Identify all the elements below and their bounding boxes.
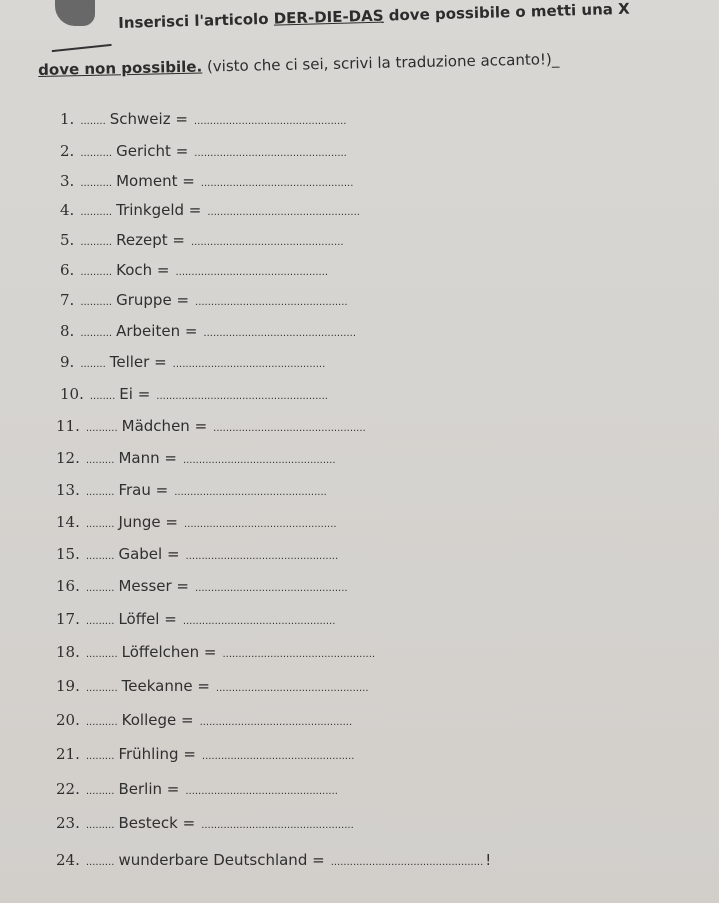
exercise-number: 2. [60, 142, 75, 160]
exercise-row [60, 385, 328, 403]
article-blank[interactable]: ........ [80, 116, 106, 127]
article-blank[interactable]: .......... [85, 423, 118, 434]
exercise-number: 11. [56, 417, 80, 435]
exercise-word: Junge = [118, 513, 178, 531]
article-blank[interactable]: ......... [85, 857, 115, 868]
exercise-number: 17. [56, 610, 80, 628]
translation-blank[interactable]: ................................................ [207, 207, 360, 218]
translation-blank[interactable]: ................................................ [201, 751, 355, 762]
exercise-number: 14. [56, 513, 80, 531]
translation-blank[interactable]: ................................................ [194, 148, 347, 159]
translation-blank[interactable]: ................................................ [195, 583, 348, 594]
exercise-word: Löffel = [118, 610, 177, 628]
translation-blank[interactable]: ................................................ [215, 683, 369, 694]
exercise-word: Gabel = [118, 545, 180, 563]
exercise-row [56, 577, 348, 595]
article-blank[interactable]: .......... [80, 297, 113, 308]
exercise-number: 15. [56, 545, 80, 563]
exercise-number: 20. [56, 711, 80, 729]
exercise-number: 21. [56, 745, 80, 763]
article-blank[interactable]: ......... [85, 786, 115, 797]
instruction-line-1 [118, 0, 718, 32]
article-blank[interactable]: .......... [80, 148, 113, 159]
article-blank[interactable]: .......... [85, 717, 118, 728]
translation-blank[interactable]: ................................................ [184, 519, 337, 530]
exercise-number: 16. [56, 577, 80, 595]
article-blank[interactable]: .......... [80, 267, 113, 278]
instruction-line2-underlined: dove non possibile. [38, 57, 203, 79]
translation-blank[interactable]: ................................................ [199, 717, 353, 728]
exercise-row [56, 643, 375, 661]
exercise-row [60, 261, 328, 279]
exercise-word: Gericht = [116, 142, 189, 160]
article-blank[interactable]: ......... [85, 455, 115, 466]
exercise-word: Rezept = [116, 231, 185, 249]
instruction-articles: DER-DIE-DAS [273, 6, 384, 28]
exercise-word: Schweiz = [109, 110, 188, 128]
article-blank[interactable]: .......... [80, 207, 113, 218]
exercise-word: Messer = [118, 577, 190, 595]
article-blank[interactable]: .......... [80, 328, 113, 339]
exercise-row [56, 545, 338, 563]
translation-blank[interactable]: ................................................ [330, 857, 484, 868]
exercise-row [60, 231, 344, 249]
instruction-line-2 [38, 48, 638, 79]
instruction-line2-suffix: (visto che ci sei, scrivi la traduzione accanto!)_ [206, 50, 560, 76]
exercise-row [56, 481, 327, 499]
exercise-word: Besteck = [118, 814, 196, 832]
article-blank[interactable]: .......... [80, 178, 113, 189]
exercise-word: Mädchen = [121, 417, 208, 435]
exercise-number: 13. [56, 481, 80, 499]
article-blank[interactable]: ......... [85, 616, 115, 627]
pen-scribble [52, 44, 113, 58]
exercise-suffix: ! [485, 851, 492, 869]
translation-blank[interactable]: ...................................................... [156, 391, 328, 402]
translation-blank[interactable]: ................................................ [182, 616, 336, 627]
translation-blank[interactable]: ................................................ [203, 328, 356, 339]
exercise-row [56, 610, 335, 628]
exercise-word: Löffelchen = [121, 643, 217, 661]
translation-blank[interactable]: ................................................ [195, 297, 348, 308]
exercise-row [56, 851, 491, 869]
exercise-number: 7. [60, 291, 75, 309]
exercise-row [60, 201, 360, 219]
exercise-number: 1. [60, 110, 75, 128]
exercise-row [60, 110, 346, 128]
article-blank[interactable]: .......... [85, 683, 118, 694]
exercise-number: 5. [60, 231, 75, 249]
exercise-word: Teekanne = [121, 677, 210, 695]
exercise-word: Frau = [118, 481, 169, 499]
exercise-row [56, 780, 338, 798]
article-blank[interactable]: .......... [85, 649, 118, 660]
exercise-number: 8. [60, 322, 75, 340]
article-blank[interactable]: ......... [85, 519, 115, 530]
translation-blank[interactable]: ................................................ [200, 178, 354, 189]
exercise-row [56, 711, 352, 729]
exercise-word: Berlin = [118, 780, 180, 798]
exercise-number: 9. [60, 353, 75, 371]
exercise-word: Ei = [119, 385, 151, 403]
article-blank[interactable]: .......... [80, 237, 113, 248]
exercise-number: 6. [60, 261, 75, 279]
translation-blank[interactable]: ................................................ [190, 237, 344, 248]
translation-blank[interactable]: ................................................ [193, 116, 347, 127]
article-blank[interactable]: ........ [89, 391, 116, 402]
exercise-word: Mann = [118, 449, 177, 467]
exercise-number: 3. [60, 172, 75, 190]
exercise-word: Frühling = [118, 745, 196, 763]
exercise-word: Trinkgeld = [116, 201, 202, 219]
article-blank[interactable]: ......... [85, 551, 115, 562]
translation-blank[interactable]: ................................................ [185, 786, 338, 797]
translation-blank[interactable]: ................................................ [201, 820, 354, 831]
instruction-prefix: Inserisci l'articolo [118, 9, 269, 32]
exercise-row [56, 449, 336, 467]
exercise-number: 23. [56, 814, 80, 832]
translation-blank[interactable]: ................................................ [213, 423, 366, 434]
exercise-row [56, 814, 354, 832]
exercise-row [60, 322, 356, 340]
exercise-word: Teller = [109, 353, 167, 371]
translation-blank[interactable]: ................................................ [174, 487, 327, 498]
translation-blank[interactable]: ................................................ [182, 455, 336, 466]
exercise-row [56, 513, 337, 531]
corner-mark [55, 0, 95, 26]
exercise-row [60, 291, 348, 309]
exercise-word: wunderbare Deutschland = [118, 851, 325, 869]
article-blank[interactable]: ........ [80, 359, 106, 370]
article-blank[interactable]: ......... [85, 583, 115, 594]
exercise-row [56, 417, 366, 435]
exercise-number: 19. [56, 677, 80, 695]
exercise-number: 12. [56, 449, 80, 467]
exercise-word: Moment = [116, 172, 195, 190]
exercise-word: Kollege = [121, 711, 194, 729]
exercise-row [60, 353, 325, 371]
exercise-number: 4. [60, 201, 75, 219]
exercise-number: 22. [56, 780, 80, 798]
instruction-suffix: dove possibile o metti una X [388, 0, 630, 25]
exercise-row [60, 172, 353, 190]
exercise-word: Arbeiten = [116, 322, 198, 340]
exercise-word: Gruppe = [116, 291, 190, 309]
translation-blank[interactable]: ................................................ [175, 267, 329, 278]
exercise-number: 18. [56, 643, 80, 661]
exercise-word: Koch = [116, 261, 170, 279]
exercise-row [56, 677, 369, 695]
article-blank[interactable]: ......... [85, 820, 115, 831]
exercise-row [60, 142, 347, 160]
translation-blank[interactable]: ................................................ [185, 551, 339, 562]
article-blank[interactable]: ......... [85, 487, 115, 498]
exercise-number: 10. [60, 385, 84, 403]
translation-blank[interactable]: ................................................ [172, 359, 326, 370]
article-blank[interactable]: ......... [85, 751, 115, 762]
exercise-row [56, 745, 354, 763]
exercise-number: 24. [56, 851, 80, 869]
translation-blank[interactable]: ................................................ [222, 649, 376, 660]
